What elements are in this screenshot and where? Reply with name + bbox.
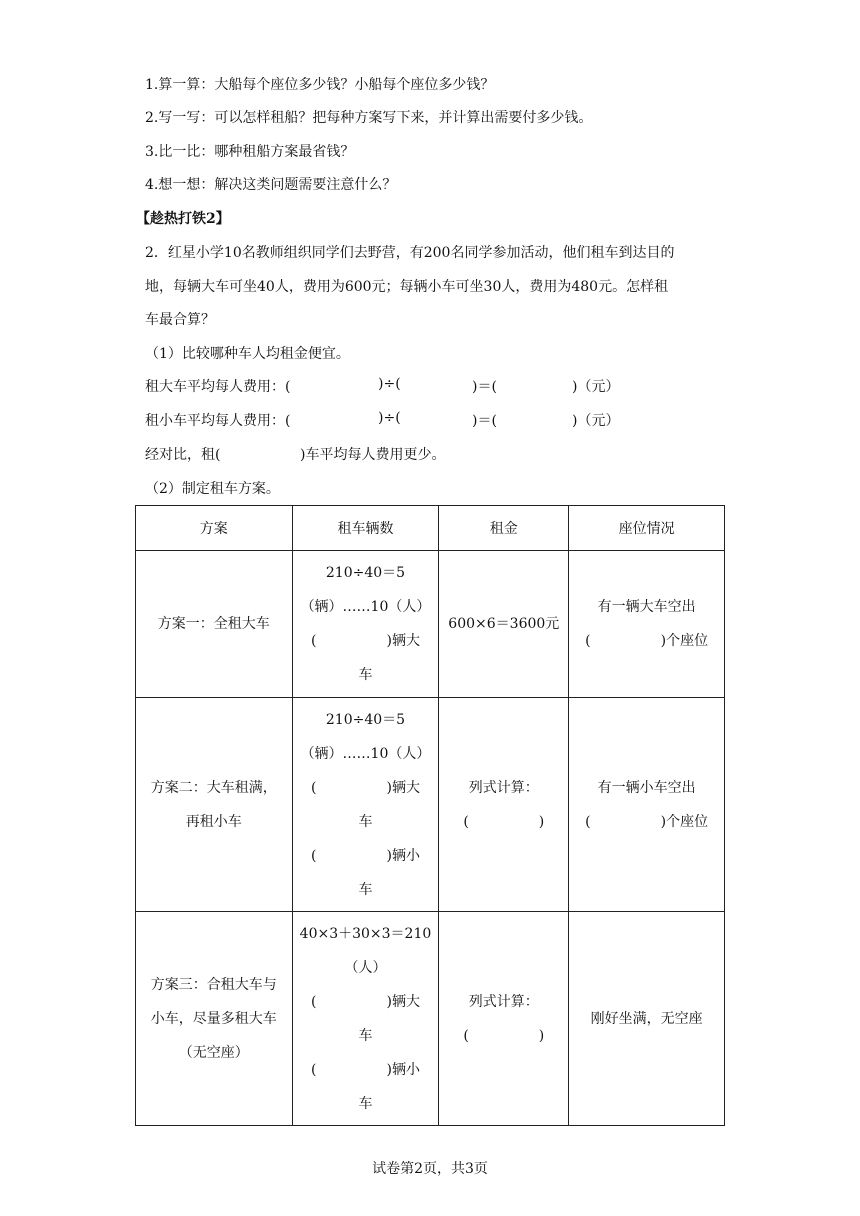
header-seats: 座位情况 <box>569 506 725 551</box>
count-line: （人） <box>344 959 387 976</box>
part2-heading: （2）制定租车方案。 <box>145 481 280 497</box>
cost-blank: ( ) <box>463 813 545 830</box>
cost-blank: ( ) <box>463 1027 545 1044</box>
small-car-unit: )（元） <box>572 413 620 429</box>
table-row <box>136 912 725 1126</box>
plan-text: （无空座） <box>178 1044 249 1061</box>
count-blank-line: ( )辆小 <box>311 1061 420 1078</box>
cost-text: 列式计算： <box>468 993 539 1010</box>
seats-cell <box>569 912 725 1126</box>
plan-text: 方案一：全租大车 <box>157 616 270 632</box>
count-line: （辆）……10（人） <box>300 745 431 762</box>
plan-text: 方案三：合租大车与 <box>150 976 277 993</box>
count-blank-line: ( )辆大 <box>311 779 420 796</box>
header-cost: 租金 <box>439 506 569 551</box>
intro-line-3: 3.比一比：哪种租船方案最省钱？ <box>145 144 355 160</box>
cost-text: 列式计算： <box>468 779 539 796</box>
page-footer: 试卷第2页，共3页 <box>372 1161 488 1177</box>
plan-text: 方案二：大车租满， <box>150 779 277 796</box>
header-plan: 方案 <box>136 506 293 551</box>
count-blank-line: ( )辆大 <box>311 993 420 1010</box>
count-line: 车 <box>358 813 373 830</box>
big-car-eq: )＝( <box>472 379 497 395</box>
problem-line-3: 车最合算？ <box>145 312 215 328</box>
seats-text: 有一辆小车空出 <box>597 779 696 796</box>
plan-table <box>135 505 725 1126</box>
table-row <box>136 698 725 912</box>
cost-cell <box>439 698 569 912</box>
count-line: 车 <box>358 881 373 898</box>
plan-text: 再租小车 <box>185 813 242 830</box>
problem-line-1: 2．红星小学10名教师组织同学们去野营，有200名同学参加活动，他们租车到达目的 <box>145 245 675 261</box>
big-car-unit: )（元） <box>572 379 620 395</box>
intro-line-4: 4.想一想：解决这类问题需要注意什么？ <box>145 177 397 193</box>
count-line: 车 <box>358 1027 373 1044</box>
compare-prefix: 经对比，租( <box>145 447 221 463</box>
count-cell <box>292 551 439 698</box>
seats-blank: ( )个座位 <box>585 633 709 649</box>
count-cell <box>292 698 439 912</box>
count-cell <box>292 912 439 1126</box>
small-car-cost-label: 租小车平均每人费用：( <box>145 413 291 429</box>
seats-cell <box>569 551 725 698</box>
count-line: 车 <box>358 667 373 683</box>
big-car-div: )÷( <box>378 376 401 392</box>
problem-line-2: 地，每辆大车可坐40人，费用为600元；每辆小车可坐30人，费用为480元。怎样租 <box>145 279 669 295</box>
cost-cell <box>439 551 569 698</box>
header-count: 租车辆数 <box>292 506 439 551</box>
seats-blank: ( )个座位 <box>585 813 709 830</box>
count-line: 40×3＋30×3＝210 <box>299 925 432 942</box>
big-car-cost-label: 租大车平均每人费用：( <box>145 379 291 395</box>
count-line: 210÷40＝5 <box>325 565 406 581</box>
section-title: 【趁热打铁2】 <box>136 211 230 227</box>
cost-text: 600×6＝3600元 <box>448 616 560 632</box>
cost-cell <box>439 912 569 1126</box>
seats-text: 有一辆大车空出 <box>597 599 696 615</box>
seats-text: 刚好坐满，无空座 <box>590 1010 703 1027</box>
count-line: 车 <box>358 1095 373 1112</box>
count-blank-line: ( )辆小 <box>311 847 420 864</box>
plan-cell <box>136 698 293 912</box>
plan-text: 小车，尽量多租大车 <box>150 1010 277 1027</box>
table-row <box>136 551 725 698</box>
plan-cell <box>136 912 293 1126</box>
table-header-row <box>136 506 725 551</box>
small-car-div: )÷( <box>378 410 401 426</box>
seats-cell <box>569 698 725 912</box>
compare-suffix: )车平均每人费用更少。 <box>300 447 446 463</box>
plan-cell <box>136 551 293 698</box>
count-blank-line: ( )辆大 <box>311 633 420 649</box>
intro-line-2: 2.写一写：可以怎样租船？把每种方案写下来，并计算出需要付多少钱。 <box>145 110 593 126</box>
part1-heading: （1）比较哪种车人均租金便宜。 <box>145 346 350 362</box>
count-line: 210÷40＝5 <box>325 711 406 728</box>
small-car-eq: )＝( <box>472 413 497 429</box>
count-line: （辆）……10（人） <box>300 599 431 615</box>
intro-line-1: 1.算一算：大船每个座位多少钱？小船每个座位多少钱？ <box>145 77 495 93</box>
